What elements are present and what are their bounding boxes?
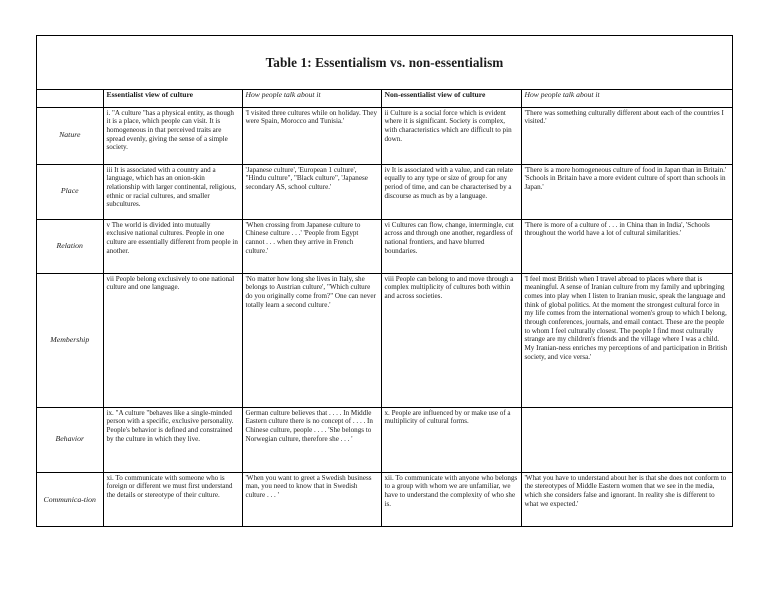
table-row <box>37 273 733 407</box>
header-non-essentialist: Non-essentialist view of culture <box>381 90 521 107</box>
essentialist-cell: xi. To communicate with someone who is foreign or different we must first understand the details or stereotype of their culture. <box>103 472 242 527</box>
non-essentialist-talk-cell <box>521 407 733 472</box>
header-how-people-talk-1: How people talk about it <box>242 90 381 107</box>
essentialist-talk-cell: 'Japanese culture', 'European 1 culture', "Hindu culture", "Black culture", 'Japanese secondary AS, school culture.' <box>242 164 381 219</box>
row-category-place: Place <box>37 164 103 219</box>
non-essentialist-cell: ii Culture is a social force which is evident where it is significant. Society is complex, with characteristics which are difficult to pin down. <box>381 107 521 164</box>
non-essentialist-cell: x. People are influenced by or make use of a multiplicity of cultural forms. <box>381 407 521 472</box>
essentialist-cell: v The world is divided into mutually exclusive national cultures. People in one culture are essentially different from people in another. <box>103 219 242 273</box>
essentialist-cell: ix. "A culture "behaves like a single-minded person with a specific, exclusive personality. People's behavior is defined and constrained by the culture in which they live. <box>103 407 242 472</box>
row-category-behavior: Behavior <box>37 407 103 472</box>
essentialist-talk-cell: German culture believes that . . . . In Middle Eastern culture there is no concept of . . . . In Chinese culture, people . . . . 'She belongs to Norwegian culture, therefore she . . . ' <box>242 407 381 472</box>
row-category-nature: Nature <box>37 107 103 164</box>
row-category-communication: Communica-tion <box>37 472 103 527</box>
non-essentialist-cell: iv It is associated with a value, and can relate equally to any type or size of group for any period of time, and can be characterised by a discourse as much as by a language. <box>381 164 521 219</box>
essentialist-cell: i. "A culture "has a physical entity, as though it is a place, which people can visit. It is homogeneous in that perceived traits are spread evenly, giving the sense of a simple society. <box>103 107 242 164</box>
row-category-membership: Membership <box>37 273 103 407</box>
table-row <box>37 407 733 472</box>
table-row <box>37 107 733 164</box>
row-category-relation: Relation <box>37 219 103 273</box>
non-essentialist-cell: vi Cultures can flow, change, intermingle, cut across and through one another, regardless of national frontiers, and have blurred boundaries. <box>381 219 521 273</box>
non-essentialist-cell: xii. To communicate with anyone who belongs to a group with whom we are unfamiliar, we have to understand the complexity of who she is. <box>381 472 521 527</box>
essentialist-talk-cell: 'No matter how long she lives in Italy, she belongs to Austrian culture', "Which culture do you originally come from?" One can never totally learn a second culture.' <box>242 273 381 407</box>
title-band <box>37 36 732 90</box>
comparison-table <box>37 90 733 527</box>
non-essentialist-cell: viii People can belong to and move through a complex multiplicity of cultures both within and across societies. <box>381 273 521 407</box>
header-how-people-talk-2: How people talk about it <box>521 90 733 107</box>
table-title: Table 1: Essentialism vs. non-essentialism <box>265 54 504 70</box>
document-frame <box>36 35 733 527</box>
header-essentialist: Essentialist view of culture <box>103 90 242 107</box>
essentialist-talk-cell: 'I visited three cultures while on holiday. They were Spain, Morocco and Tunisia.' <box>242 107 381 164</box>
table-row <box>37 219 733 273</box>
non-essentialist-talk-cell: 'There is more of a culture of . . . in China than in India', 'Schools throughout the world have a lot of cultural similarities.' <box>521 219 733 273</box>
header-blank-cell <box>37 90 103 107</box>
non-essentialist-talk-cell: 'There is a more homogeneous culture of food in Japan than in Britain.' 'Schools in Britain have a more evident culture of sport than schools in Japan.' <box>521 164 733 219</box>
essentialist-cell: iii It is associated with a country and a language, which has an onion-skin relationship with larger continental, religious, ethnic or racial cultures, and smaller subcultures. <box>103 164 242 219</box>
table-row <box>37 472 733 527</box>
header-row <box>37 90 733 107</box>
table-row <box>37 164 733 219</box>
essentialist-talk-cell: 'When you want to greet a Swedish business man, you need to know that in Swedish culture . . . ' <box>242 472 381 527</box>
essentialist-cell: vii People belong exclusively to one national culture and one language. <box>103 273 242 407</box>
non-essentialist-talk-cell: 'There was something culturally different about each of the countries I visited.' <box>521 107 733 164</box>
essentialist-talk-cell: 'When crossing from Japanese culture to Chinese culture . . .' 'People from Egypt cannot . . . when they arrive in French culture.' <box>242 219 381 273</box>
non-essentialist-talk-cell: 'I feel most British when I travel abroad to places where that is meaningful. A sense of Iranian culture from my family and upbringing comes into play when I listen to Iranian music, speak the language and think of global politics. At the moment the strongest cultural force in my life comes from the international women's group to which I belong, through conferences, journals, and email contact. These are the people to whom I feel culturally closest. The people I find most culturally strange are my children's friends and the village where I was a child. My Iranian-ness enriches my perceptions of and participation in British society, and vice versa.' <box>521 273 733 407</box>
non-essentialist-talk-cell: 'What you have to understand about her is that she does not conform to the stereotypes of Middle Eastern women that we see in the media, which she considers false and ignorant. In reality she is different to what we expected.' <box>521 472 733 527</box>
